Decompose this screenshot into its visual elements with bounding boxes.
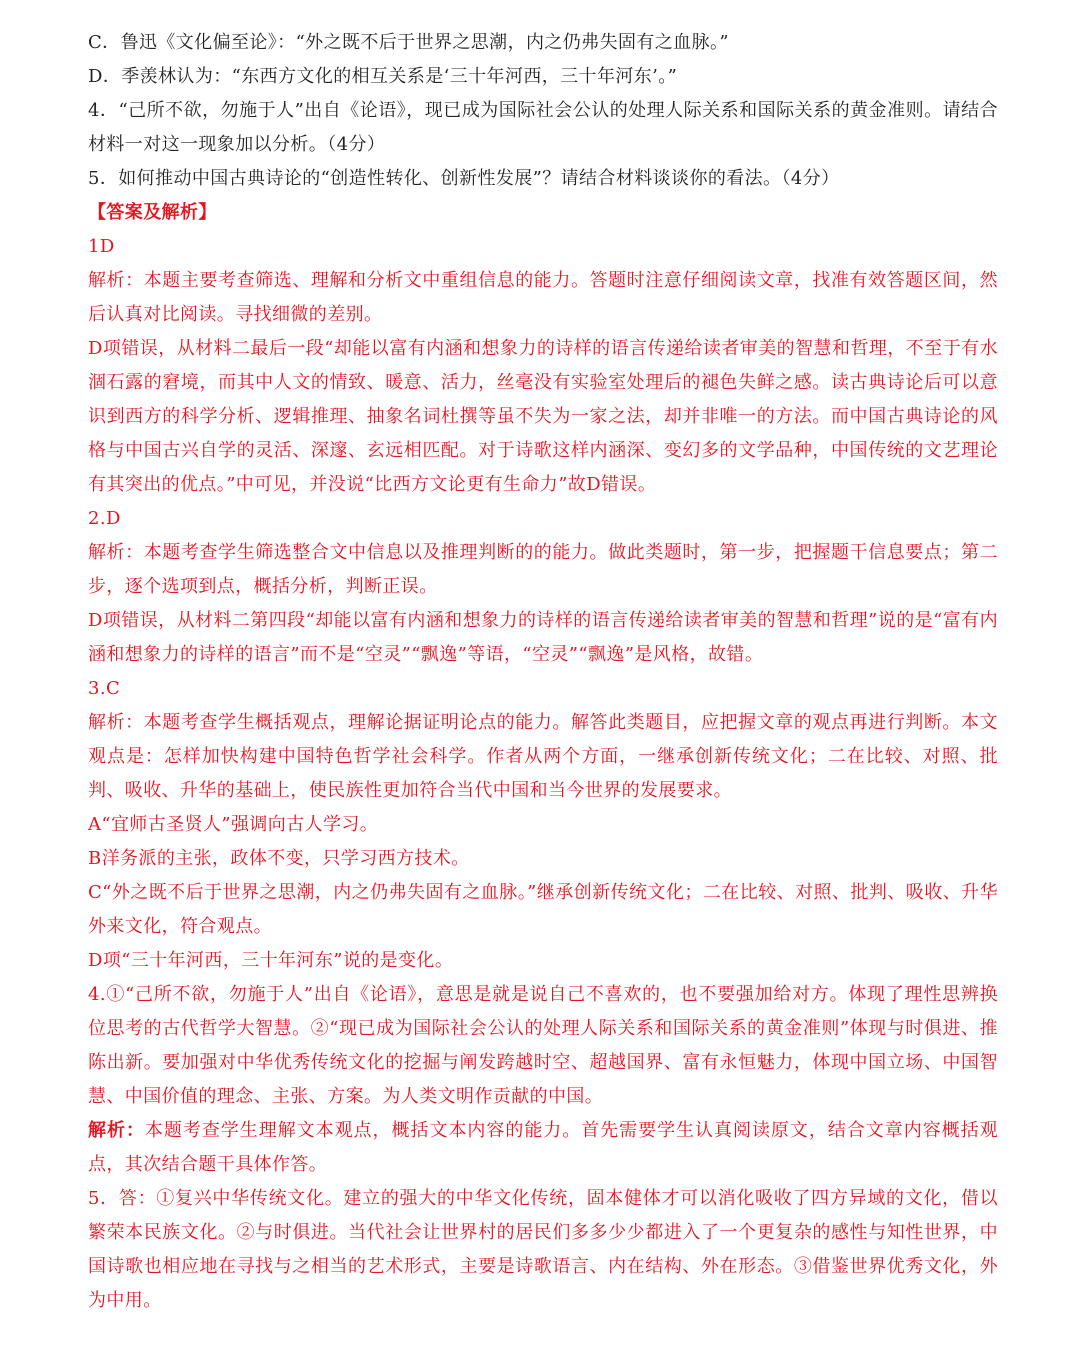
answer-3-label: 3.C <box>88 678 121 699</box>
answer-heading: 【答案及解析】 <box>88 202 217 223</box>
answer-2-detail: D项错误，从材料二第四段“却能以富有内涵和想象力的诗样的语言传递给读者审美的智慧和哲理”说的是“富有内涵和想象力的诗样的语言”而不是“空灵”“飘逸”等语，“空灵”“飘逸”是风格，故错。 <box>88 610 998 665</box>
answer-3-explanation: 解析：本题考查学生概括观点，理解论据证明论点的能力。解答此类题目，应把握文章的观点再进行判断。本文观点是：怎样加快构建中国特色哲学社会科学。作者从两个方面，一继承创新传统文化；二在比较、对照、批判、吸收、升华的基础上，使民族性更加符合当代中国和当今世界的发展要求。 <box>88 712 998 801</box>
answer-3-option-a: A“宜师古圣贤人”强调向古人学习。 <box>88 814 379 835</box>
option-c: C．鲁迅《文化偏至论》：“外之既不后于世界之思潮，内之仍弗失固有之血脉。” <box>88 32 729 53</box>
option-d: D．季羡林认为：“东西方文化的相互关系是‘三十年河西，三十年河东’。” <box>88 66 678 87</box>
answer-5-label: 5．答： <box>88 1188 157 1209</box>
answer-3-option-c: C“外之既不后于世界之思潮，内之仍弗失固有之血脉。”继承创新传统文化；二在比较、对照、批判、吸收、升华外来文化，符合观点。 <box>88 882 998 937</box>
answer-2-label: 2.D <box>88 508 121 529</box>
answer-5-body: ①复兴中华传统文化。建立的强大的中华文化传统，固本健体才可以消化吸收了四方异域的文化，借以繁荣本民族文化。②与时俱进。当代社会让世界村的居民们多多少少都进入了一个更复杂的感性与知性世界，中国诗歌也相应地在寻找与之相当的艺术形式，主要是诗歌语言、内在结构、外在形态。③借鉴世界优秀文化，外为中用。 <box>88 1188 998 1311</box>
answer-5 <box>88 1182 998 1318</box>
question-5: 5．如何推动中国古典诗论的“创造性转化、创新性发展”？请结合材料谈谈你的看法。（4分） <box>88 168 840 189</box>
answer-3-option-d: D项“三十年河西，三十年河东”说的是变化。 <box>88 950 454 971</box>
answer-3-option-b: B洋务派的主张，政体不变，只学习西方技术。 <box>88 848 470 869</box>
answer-4-explanation-label: 解析： <box>88 1120 145 1141</box>
answer-4-explanation <box>88 1114 998 1182</box>
answer-1-detail: D项错误，从材料二最后一段“却能以富有内涵和想象力的诗样的语言传递给读者审美的智慧和哲理，不至于有水涸石露的窘境，而其中人文的情致、暖意、活力，丝毫没有实验室处理后的褪色失鲜之感。读古典诗论后可以意识到西方的科学分析、逻辑推理、抽象名词杜撰等虽不失为一家之法，却并非唯一的方法。而中国古典诗论的风格与中国古兴自学的灵活、深邃、玄远相匹配。对于诗歌这样内涵深、变幻多的文学品种，中国传统的文艺理论有其突出的优点。”中可见，并没说“比西方文论更有生命力”故D错误。 <box>88 338 998 495</box>
answer-4-explanation-text: 本题考查学生理解文本观点，概括文本内容的能力。首先需要学生认真阅读原文，结合文章内容概括观点，其次结合题干具体作答。 <box>88 1120 999 1175</box>
answer-1-explanation: 解析：本题主要考查筛选、理解和分析文中重组信息的能力。答题时注意仔细阅读文章，找准有效答题区间，然后认真对比阅读。寻找细微的差别。 <box>88 270 998 325</box>
answer-1-label: 1D <box>88 236 115 257</box>
answer-2-explanation: 解析：本题考查学生筛选整合文中信息以及推理判断的的能力。做此类题时，第一步，把握题干信息要点；第二步，逐个选项到点，概括分析，判断正误。 <box>88 542 998 597</box>
document-page <box>88 26 998 1318</box>
question-4: 4．“己所不欲，勿施于人”出自《论语》，现已成为国际社会公认的处理人际关系和国际关系的黄金准则。请结合材料一对这一现象加以分析。（4分） <box>88 100 998 155</box>
answer-4-body: 4.①“己所不欲，勿施于人”出自《论语》，意思是就是说自己不喜欢的，也不要强加给对方。体现了理性思辨换位思考的古代哲学大智慧。②“现已成为国际社会公认的处理人际关系和国际关系的黄金准则”体现与时俱进、推陈出新。要加强对中华优秀传统文化的挖掘与阐发跨越时空、超越国界、富有永恒魅力，体现中国立场、中国智慧、中国价值的理念、主张、方案。为人类文明作贡献的中国。 <box>88 984 998 1107</box>
